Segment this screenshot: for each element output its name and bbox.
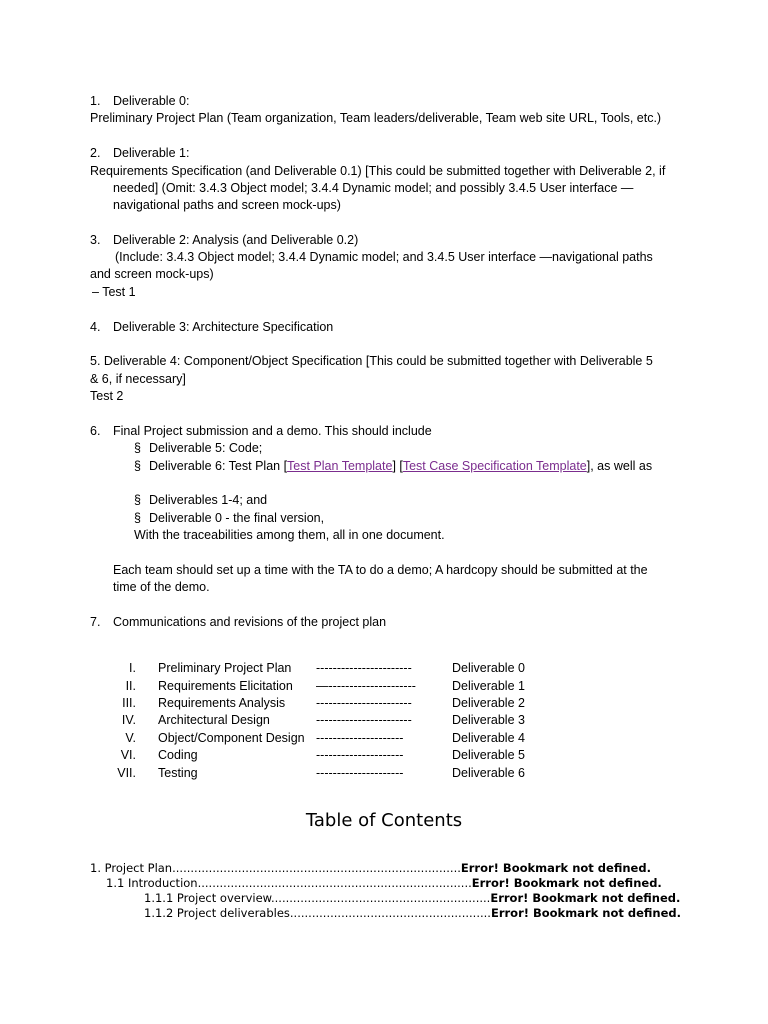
plan-row-phase: Requirements Elicitation [158, 679, 293, 693]
plan-row-dashes: ----------------------- [316, 713, 412, 727]
plan-row-phase: Testing [158, 766, 198, 780]
item-1-number: 1. [90, 94, 101, 108]
item-2-title: Deliverable 1: [113, 146, 190, 160]
plan-row-numeral: VII. [117, 766, 136, 780]
item-3-body-line-1: (Include: 3.4.3 Object model; 3.4.4 Dynamic model; and 3.4.5 User interface —navigational paths [115, 250, 653, 264]
item-6-test-plan-line [149, 458, 652, 475]
test-plan-template-link[interactable]: Test Plan Template [287, 459, 393, 473]
bullet-icon: § [134, 511, 141, 525]
plan-row-phase: Preliminary Project Plan [158, 661, 292, 675]
item-4-number: 4. [90, 320, 101, 334]
item-6-deliverable-0: Deliverable 0 - the final version, [149, 511, 325, 525]
item-6-number: 6. [90, 424, 101, 438]
toc-entry[interactable] [90, 861, 651, 876]
item-1-body: Preliminary Project Plan (Team organization, Team leaders/deliverable, Team web site URL, Tools, etc.) [90, 111, 662, 125]
plan-row-numeral: II. [125, 679, 136, 693]
plan-row-numeral: VI. [120, 748, 136, 762]
plan-row-deliverable: Deliverable 4 [452, 731, 525, 745]
toc-entry-leader: ............................................................................... [172, 861, 461, 875]
item-5-line-1: 5. Deliverable 4: Component/Object Specification [This could be submitted together with Deliverable 5 [90, 354, 653, 368]
plan-row-deliverable: Deliverable 5 [452, 748, 525, 762]
item-2-number: 2. [90, 146, 101, 160]
item-4-title: Deliverable 3: Architecture Specification [113, 320, 334, 334]
bullet-icon: § [134, 459, 141, 473]
plan-row-dashes: --------------------- [316, 748, 404, 762]
item-2-body-line-2: needed] (Omit: 3.4.3 Object model; 3.4.4 Dynamic model; and possibly 3.4.5 User interface — [113, 181, 634, 195]
plan-row-deliverable: Deliverable 6 [452, 766, 525, 780]
toc-entry[interactable] [106, 876, 662, 891]
toc-entry-label: 1.1.2 Project deliverables [144, 906, 290, 920]
toc-entry-leader: ....................................................... [289, 906, 491, 920]
toc-entry-label: 1.1 Introduction [106, 876, 198, 890]
item-2-body-line-3: navigational paths and screen mock-ups) [113, 198, 341, 212]
plan-row-dashes: —--------------------- [316, 679, 416, 693]
plan-row-phase: Architectural Design [158, 713, 270, 727]
plan-row-numeral: IV. [121, 713, 136, 727]
plan-row-dashes: --------------------- [316, 731, 404, 745]
toc-entry-error: Error! Bookmark not defined. [490, 906, 681, 920]
link-separator: ] [ [392, 459, 403, 473]
plan-row-numeral: III. [122, 696, 136, 710]
item-5-test: Test 2 [90, 389, 124, 403]
toc-entry-leader: ............................................................ [271, 891, 491, 905]
item-7-number: 7. [90, 615, 101, 629]
toc-entry-label: 1. Project Plan [90, 861, 173, 875]
toc-entry-leader: ........................................................................... [197, 876, 472, 890]
item-6-test-plan-suffix: ], as well as [586, 459, 653, 473]
demo-note-line-1: Each team should set up a time with the TA to do a demo; A hardcopy should be submitted at the [113, 563, 648, 577]
toc-entry[interactable] [144, 906, 681, 921]
toc-entry[interactable] [144, 891, 680, 906]
plan-row-dashes: --------------------- [316, 766, 404, 780]
plan-row-dashes: ----------------------- [316, 661, 412, 675]
item-3-test: – Test 1 [92, 285, 136, 299]
bullet-icon: § [134, 493, 141, 507]
demo-note-line-2: time of the demo. [113, 580, 210, 594]
bullet-icon: § [134, 441, 141, 455]
plan-row-deliverable: Deliverable 0 [452, 661, 525, 675]
plan-row-dashes: ----------------------- [316, 696, 412, 710]
item-6-test-plan-prefix: Deliverable 6: Test Plan [ [149, 459, 288, 473]
item-7-title: Communications and revisions of the project plan [113, 615, 387, 629]
item-3-title: Deliverable 2: Analysis (and Deliverable 0.2) [113, 233, 359, 247]
toc-title: Table of Contents [305, 810, 463, 831]
item-2-body-line-1: Requirements Specification (and Deliverable 0.1) [This could be submitted together with Deliverable 2, if [90, 164, 666, 178]
toc-entry-label: 1.1.1 Project overview [144, 891, 271, 905]
item-6-traceability: With the traceabilities among them, all in one document. [134, 528, 445, 542]
plan-row-deliverable: Deliverable 2 [452, 696, 525, 710]
plan-row-phase: Requirements Analysis [158, 696, 286, 710]
toc-entry-error: Error! Bookmark not defined. [460, 861, 651, 875]
plan-row-numeral: I. [129, 661, 136, 675]
plan-row-deliverable: Deliverable 3 [452, 713, 525, 727]
item-6-title: Final Project submission and a demo. This should include [113, 424, 432, 438]
plan-row-phase: Object/Component Design [158, 731, 305, 745]
item-1-title: Deliverable 0: [113, 94, 190, 108]
item-3-number: 3. [90, 233, 101, 247]
test-case-spec-template-link[interactable]: Test Case Specification Template [402, 459, 587, 473]
plan-row-phase: Coding [158, 748, 198, 762]
plan-row-deliverable: Deliverable 1 [452, 679, 525, 693]
toc-entry-error: Error! Bookmark not defined. [490, 891, 681, 905]
item-5-line-2: & 6, if necessary] [90, 372, 186, 386]
item-3-body-line-2: and screen mock-ups) [90, 267, 214, 281]
item-6-deliverables-1-4: Deliverables 1-4; and [149, 493, 268, 507]
toc-entry-error: Error! Bookmark not defined. [471, 876, 662, 890]
item-6-code: Deliverable 5: Code; [149, 441, 263, 455]
plan-row-numeral: V. [125, 731, 136, 745]
